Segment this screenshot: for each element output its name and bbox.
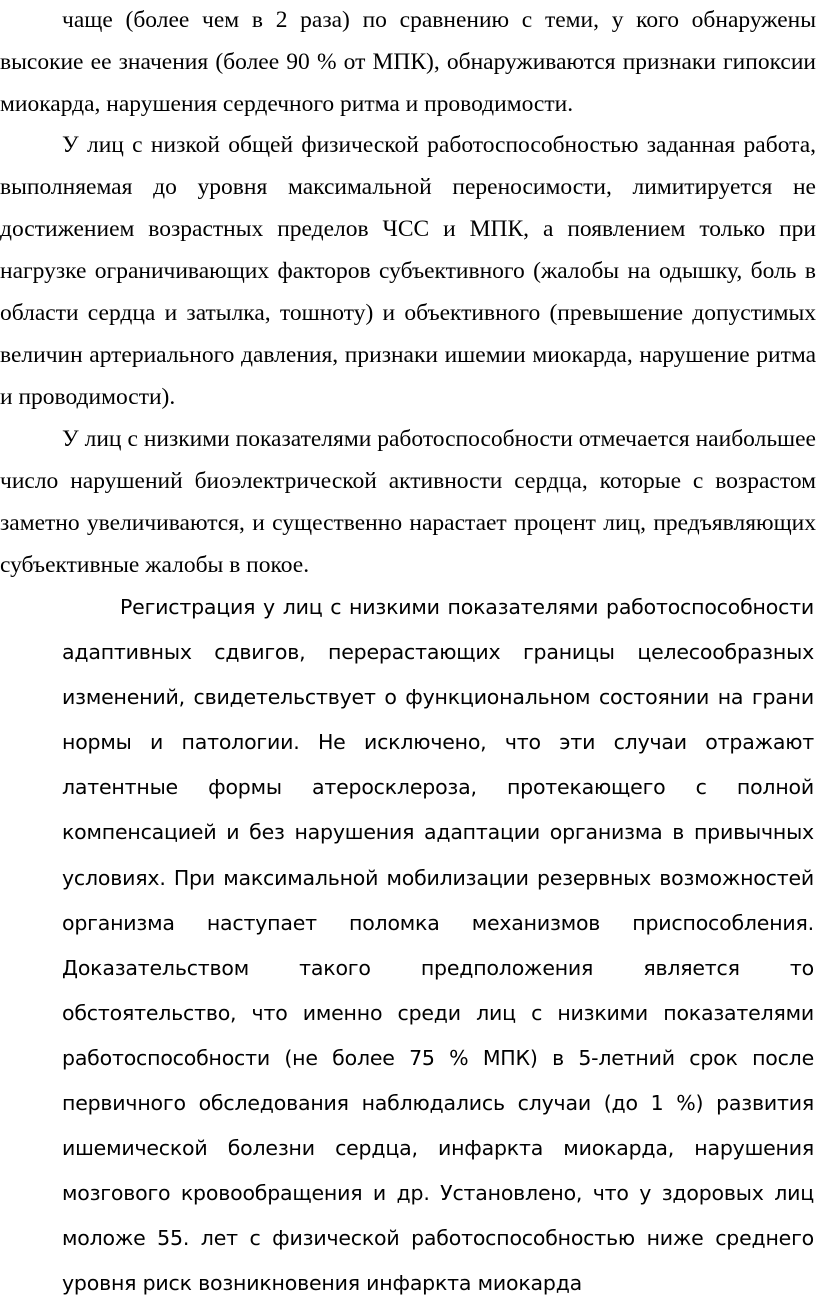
sans-text-block: [62, 585, 814, 1307]
paragraph-low-indicators: У лиц с низкими показателями работоспособности отмечается наибольшее число нарушений биоэлектрической активности сердца, которые с возрастом заметно увеличиваются, и существенно нарастает процент лиц, предъявляющих субъективные жалобы в покое.: [0, 426, 816, 578]
paragraph-continuation: чаще (более чем в 2 раза) по сравнению с теми, у кого обнаружены высокие ее значения (более 90 % от МПК), обнаруживаются признаки гипоксии миокарда, нарушения сердечного ритма и проводимости.: [0, 7, 816, 117]
paragraph-physical-capacity: У лиц с низкой общей физической работоспособностью заданная работа, выполняемая до уровня максимальной переносимости, лимитируется не достижением возрастных пределов ЧСС и МПК, а появлением только при нагрузке ограничивающих факторов субъективного (жалобы на одышку, боль в области сердца и затылка, тошноту) и объективного (превышение допустимых величин артериального давления, признаки ишемии миокарда, нарушение ритма и проводимости).: [0, 132, 816, 410]
paragraph-registration: Регистрация у лиц с низкими показателями работоспособности адаптивных сдвигов, перерастающих границы целесообразных изменений, свидетельствует о функциональном состоянии на грани нормы и патологии. Не исключено, что эти случаи отражают латентные формы атеросклероза, протекающего с полной компенсацией и без нарушения адаптации организма в привычных условиях. При максимальной мобилизации резервных возможностей организма наступает поломка механизмов приспособления. Доказательством такого предположения является то обстоятельство, что именно среди лиц с низкими показателями работоспособности (не более 75 % МПК) в 5-летний срок после первичного обследования наблюдались случаи (до 1 %) развития ишемической болезни сердца, инфаркта миокарда, нарушения мозгового кровообращения и др. Установлено, что у здоровых лиц моложе 55. лет с физической работоспособностью ниже среднего уровня риск возникновения инфаркта миокарда: [62, 595, 814, 1296]
